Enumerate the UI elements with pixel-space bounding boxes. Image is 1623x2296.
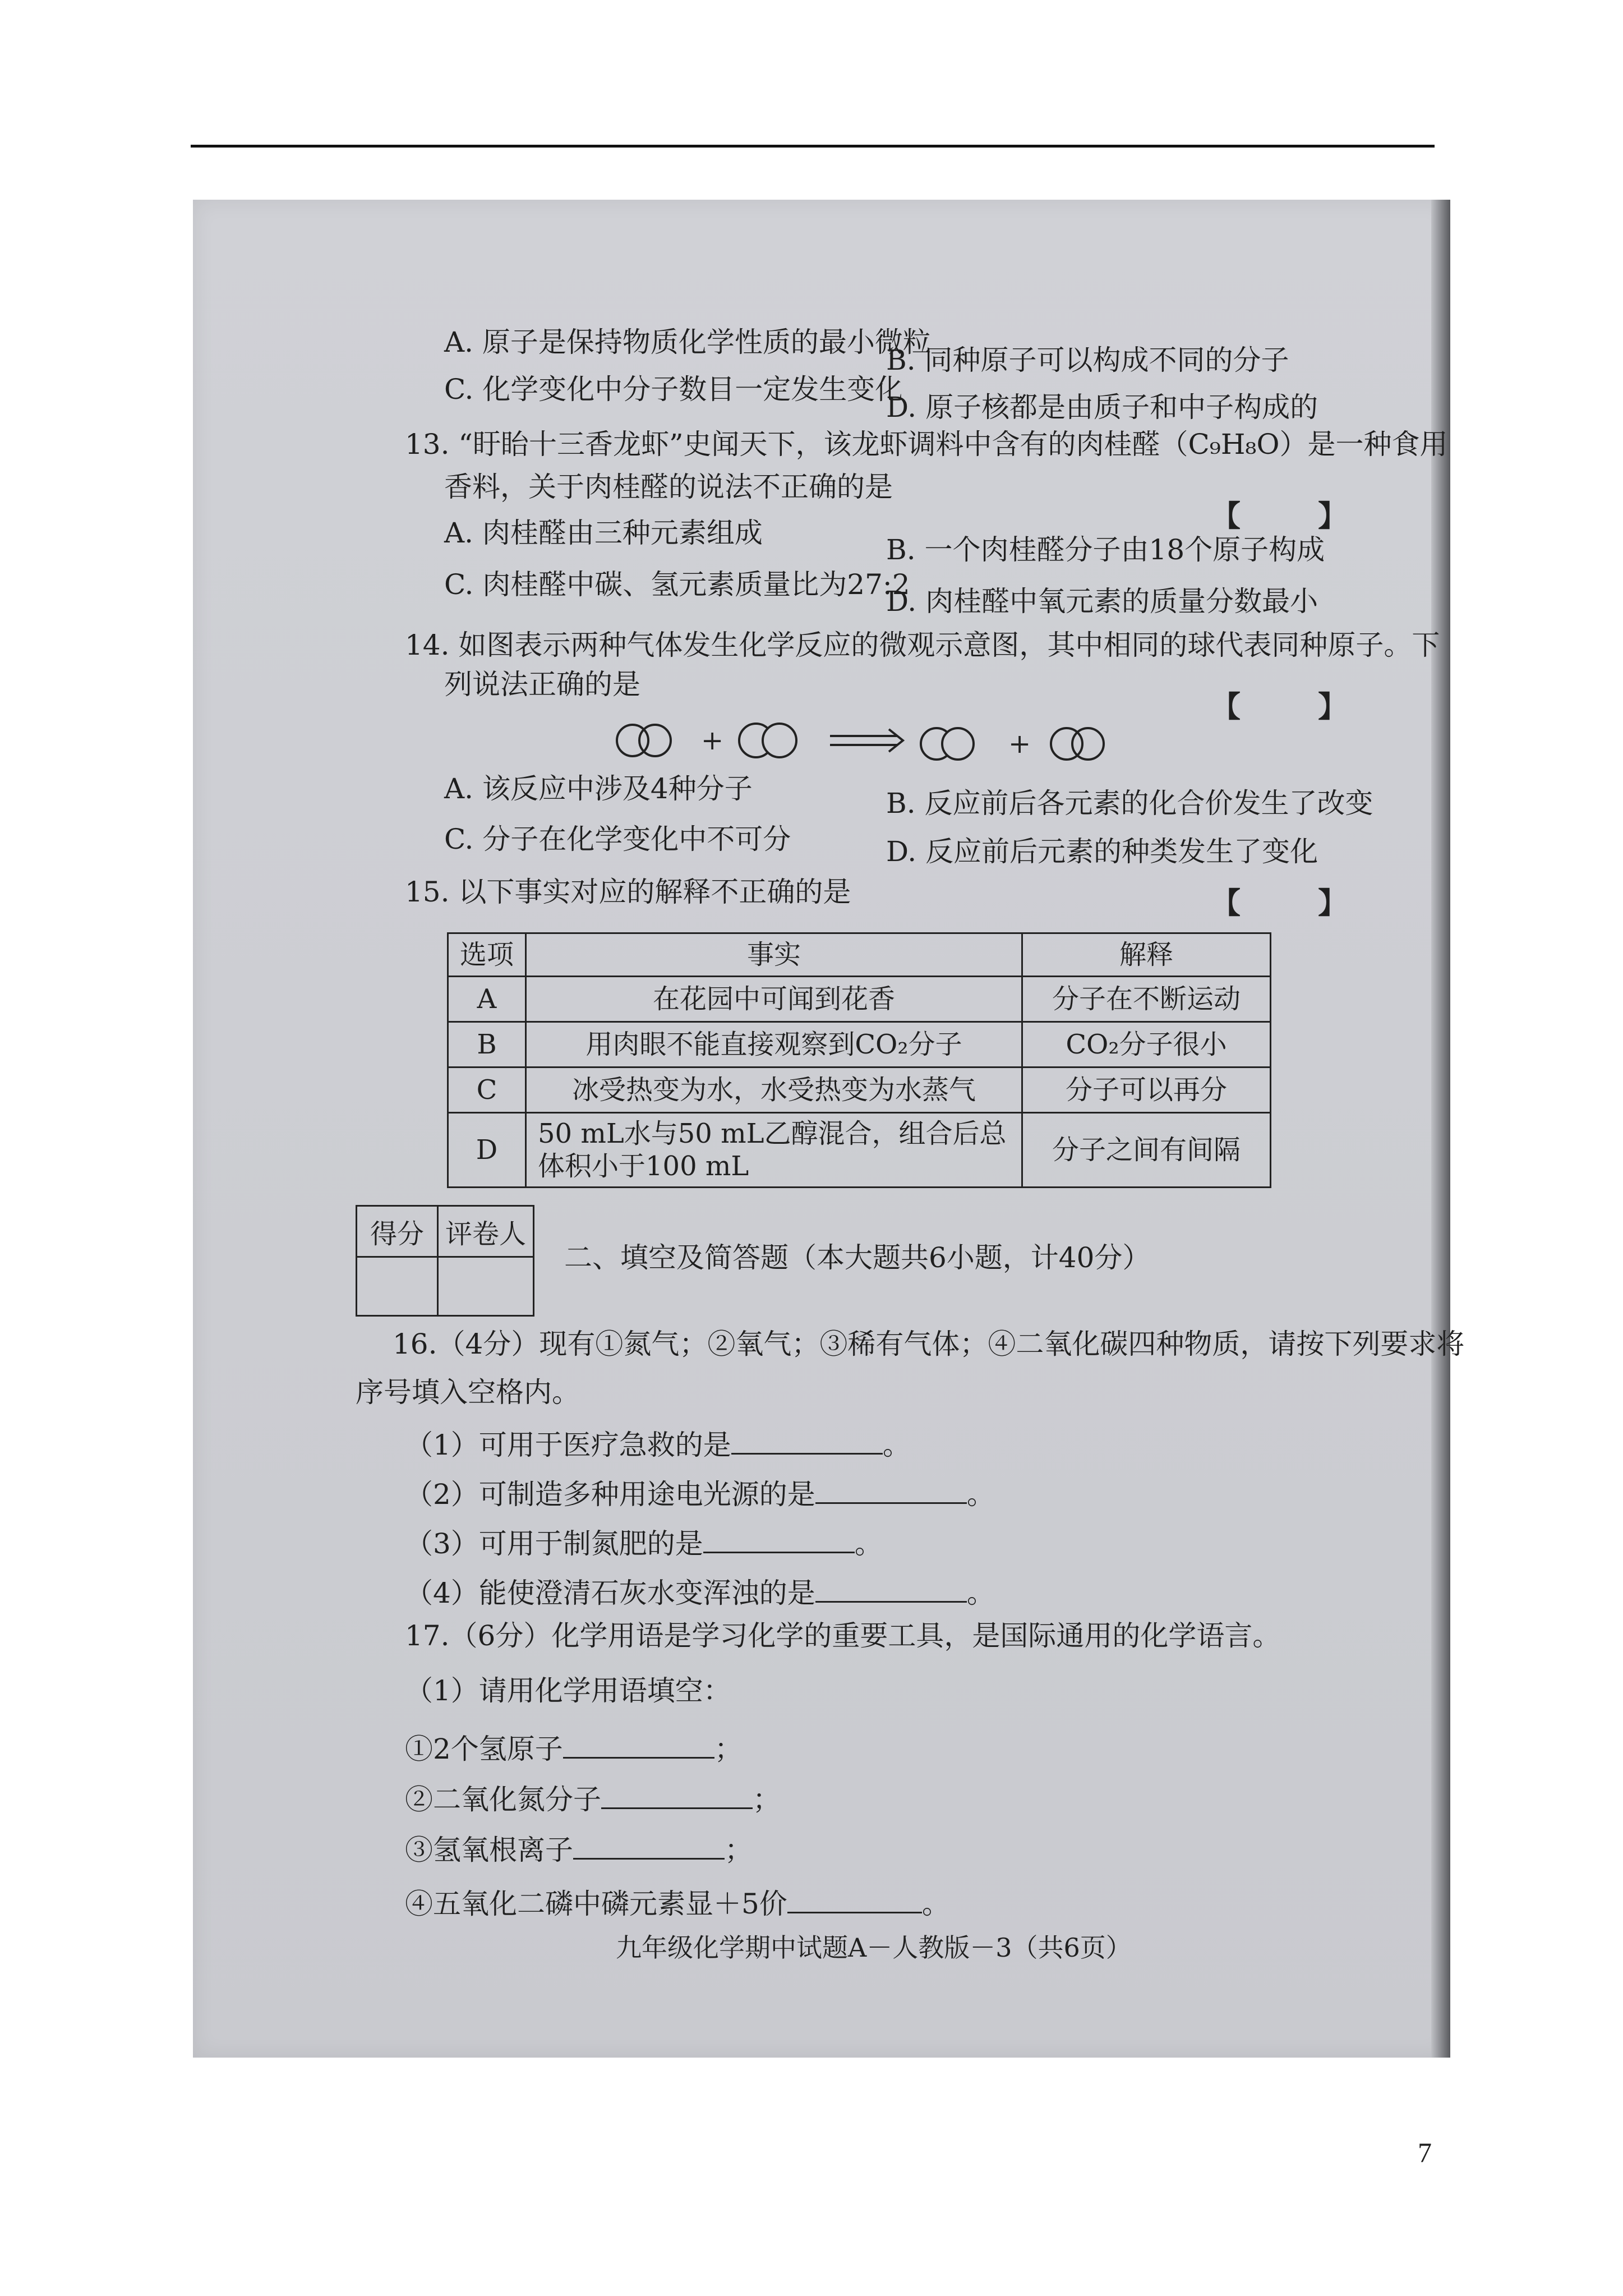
product-molecule-1 <box>921 728 974 760</box>
q15-stem: 15. 以下事实对应的解释不正确的是 <box>405 876 851 908</box>
q13-option-d: D. 肉桂醛中氧元素的质量分数最小 <box>886 585 1318 618</box>
q14-option-d: D. 反应前后元素的种类发生了变化 <box>886 835 1318 868</box>
table-row <box>448 977 1271 1022</box>
table-cell: 冰受热变为水，水受热变为水蒸气 <box>526 1068 1022 1113</box>
table-cell: 分子可以再分 <box>1022 1068 1271 1113</box>
q16-answer-blank-2[interactable] <box>815 1473 967 1504</box>
q17-stem-line1: 17.（6分）化学用语是学习化学的重要工具，是国际通用的化学语言。 <box>405 1619 1281 1652</box>
q16-item-3: （3）可用于制氮肥的是 。 <box>405 1522 883 1561</box>
table-cell: 50 mL水与50 mL乙醇混合，组合后总体积小于100 mL <box>526 1113 1022 1188</box>
header-rule <box>191 145 1435 148</box>
photo-edge-shadow <box>1431 200 1450 2058</box>
table-cell: B <box>448 1022 526 1068</box>
q13-option-c: C. 肉桂醛中碳、氢元素质量比为27:2 <box>444 568 910 601</box>
q17-item-1: ①2个氢原子 ； <box>405 1728 743 1766</box>
q12-option-c: C. 化学变化中分子数目一定发生变化 <box>444 373 903 406</box>
score-label: 得分 <box>357 1206 438 1257</box>
q17-stem-line2: （1）请用化学用语填空： <box>405 1674 731 1707</box>
grader-cell <box>438 1257 534 1316</box>
q14-answer-bracket: 【 】 <box>1211 690 1381 724</box>
q14-stem-line1: 14. 如图表示两种气体发生化学反应的微观示意图，其中相同的球代表同种原子。下 <box>405 629 1440 661</box>
reactant-molecule-1 <box>617 725 671 756</box>
page-footer: 九年级化学期中试题A－人教版－3（共6页） <box>616 1932 1132 1963</box>
table-cell: C <box>448 1068 526 1113</box>
q14-option-b: B. 反应前后各元素的化合价发生了改变 <box>886 787 1373 820</box>
q17-answer-blank-2[interactable] <box>601 1778 753 1809</box>
table-cell: 分子在不断运动 <box>1022 977 1271 1022</box>
q13-stem-line1: 13. “盱眙十三香龙虾”史闻天下，该龙虾调料中含有的肉桂醛（C₉H₈O）是一种食用 <box>405 428 1448 461</box>
table-cell: 用肉眼不能直接观察到CO₂分子 <box>526 1022 1022 1068</box>
table-row <box>448 1068 1271 1113</box>
reaction-plus-1: + <box>701 725 724 756</box>
q16-stem-line2: 序号填入空格内。 <box>356 1376 580 1409</box>
grader-label: 评卷人 <box>438 1206 534 1257</box>
table-row <box>448 1113 1271 1188</box>
table-cell: 在花园中可闻到花香 <box>526 977 1022 1022</box>
q14-option-c: C. 分子在化学变化中不可分 <box>444 823 791 855</box>
product-molecule-2 <box>1051 728 1104 760</box>
q16-stem-line1: 16.（4分）现有①氮气；②氧气；③稀有气体；④二氧化碳四种物质，请按下列要求将 <box>393 1328 1465 1360</box>
q13-option-b: B. 一个肉桂醛分子由18个原子构成 <box>886 533 1325 566</box>
q15-answer-bracket: 【 】 <box>1211 886 1381 921</box>
q13-answer-bracket: 【 】 <box>1211 499 1381 533</box>
score-box <box>356 1205 534 1317</box>
table-cell: 分子之间有间隔 <box>1022 1113 1271 1188</box>
q17-item-3: ③氢氧根离子 ； <box>405 1829 753 1867</box>
q12-option-d: D. 原子核都是由质子和中子构成的 <box>886 391 1318 424</box>
q12-option-a: A. 原子是保持物质化学性质的最小微粒 <box>444 326 931 358</box>
q16-item-1: （1）可用于医疗急救的是 。 <box>405 1424 911 1462</box>
q14-stem-line2: 列说法正确的是 <box>444 668 640 701</box>
table-header-option: 选项 <box>448 933 526 977</box>
section2-title: 二、填空及简答题（本大题共6小题，计40分） <box>564 1241 1151 1274</box>
page-number: 7 <box>1418 2137 1432 2168</box>
table-header-row <box>448 933 1271 977</box>
reaction-arrow <box>830 729 903 752</box>
q16-answer-blank-3[interactable] <box>703 1522 855 1553</box>
table-cell: D <box>448 1113 526 1188</box>
table-header-explanation: 解释 <box>1022 933 1271 977</box>
reactant-molecule-2 <box>739 724 796 757</box>
score-cell <box>357 1257 438 1316</box>
q16-answer-blank-1[interactable] <box>731 1424 883 1455</box>
q16-item-4: （4）能使澄清石灰水变浑浊的是 。 <box>405 1572 995 1610</box>
q14-option-a: A. 该反应中涉及4种分子 <box>444 772 753 805</box>
table-row <box>448 1022 1271 1068</box>
q17-item-2: ②二氧化氮分子 ； <box>405 1778 781 1816</box>
q17-answer-blank-1[interactable] <box>563 1728 714 1759</box>
table-header-fact: 事实 <box>526 933 1022 977</box>
q16-answer-blank-4[interactable] <box>815 1572 967 1603</box>
q13-stem-line2: 香料，关于肉桂醛的说法不正确的是 <box>444 471 893 503</box>
q17-answer-blank-4[interactable] <box>787 1883 922 1913</box>
table-cell: CO₂分子很小 <box>1022 1022 1271 1068</box>
reaction-diagram <box>606 707 1133 774</box>
q12-option-b: B. 同种原子可以构成不同的分子 <box>886 344 1289 376</box>
q16-item-2: （2）可制造多种用途电光源的是 。 <box>405 1473 995 1511</box>
q17-item-4: ④五氧化二磷中磷元素显＋5价 。 <box>405 1883 950 1921</box>
q13-option-a: A. 肉桂醛由三种元素组成 <box>444 517 763 549</box>
reaction-plus-2: + <box>1008 728 1031 760</box>
table-cell: A <box>448 977 526 1022</box>
q17-answer-blank-3[interactable] <box>573 1829 725 1860</box>
q15-table <box>447 932 1271 1188</box>
